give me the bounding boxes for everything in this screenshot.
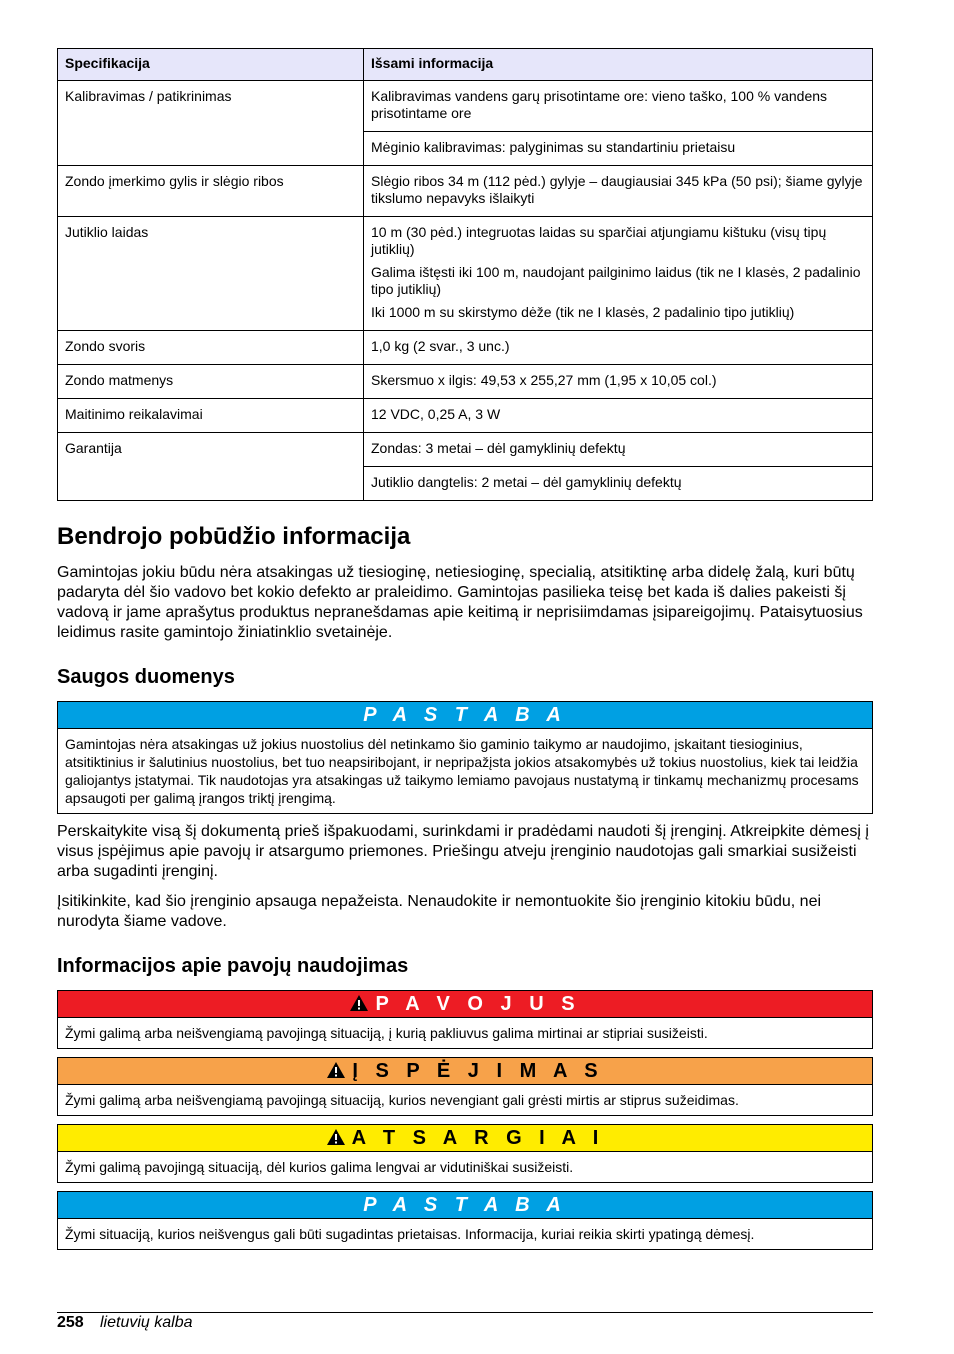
header-details: Išsami informacija — [364, 49, 873, 81]
danger-header — [58, 991, 872, 1018]
danger-label: P A V O J U S — [375, 993, 581, 1015]
spec-label: Jutiklio laidas — [58, 217, 364, 331]
warning-box — [57, 1057, 873, 1116]
spec-detail: Jutiklio dangtelis: 2 metai – dėl gamyklinių defektų — [364, 467, 873, 501]
safety-paragraph-2: Įsitikinkite, kad šio įrenginio apsauga nepažeista. Nenaudokite ir nemontuokite šio įrenginio kitokiu būdu, nei nurodyta šiame vadove. — [57, 893, 822, 930]
notice-label-2: P A S T A B A — [363, 1194, 567, 1216]
notice-header-2 — [58, 1192, 872, 1219]
spec-label: Maitinimo reikalavimai — [58, 399, 364, 433]
notice-box — [57, 701, 873, 814]
notice-label: P A S T A B A — [363, 704, 567, 726]
page-content — [57, 48, 873, 1250]
header-specifikacija: Specifikacija — [58, 49, 364, 81]
spec-detail: Skersmuo x ilgis: 49,53 x 255,27 mm (1,95 x 10,05 col.) — [364, 365, 873, 399]
spec-detail-line: 10 m (30 pėd.) integruotas laidas su sparčiai atjungiamu kištuku (visų tipų jutiklių) — [371, 224, 827, 257]
safety-paragraph-1: Perskaitykite visą šį dokumentą prieš išpakuodami, surinkdami ir pradėdami naudoti šį įrenginį. Atkreipkite dėmesį į visus įspėjimus apie pavojų ir atsargumo priemones. Priešingu atveju įrenginio naudotojas gali smarkiai susižeisti arba sugadinti įrenginį. — [57, 823, 869, 880]
danger-box — [57, 990, 873, 1049]
spec-label: Kalibravimas / patikrinimas — [58, 81, 364, 166]
spec-label: Zondo įmerkimo gylis ir slėgio ribos — [58, 166, 364, 217]
caution-header — [58, 1125, 872, 1152]
notice-box-2 — [57, 1191, 873, 1250]
spec-detail: Zondas: 3 metai – dėl gamyklinių defektų — [364, 433, 873, 467]
section-title-general: Bendrojo pobūdžio informacija — [57, 523, 411, 550]
spec-detail: 12 VDC, 0,25 A, 3 W — [364, 399, 873, 433]
page-number: 258 — [57, 1314, 84, 1331]
table-row — [58, 399, 873, 433]
table-row — [58, 331, 873, 365]
footer-language: lietuvių kalba — [100, 1314, 193, 1331]
spec-detail-line: Galima ištęsti iki 100 m, naudojant pailginimo laidus (tik ne I klasės, 2 padalinio tipo jutiklių) — [371, 264, 861, 297]
caution-label: A T S A R G I A I — [351, 1127, 605, 1149]
caution-text: Žymi galimą pavojingą situaciją, dėl kurios galima lengvai ar vidutiniškai susižeisti. — [65, 1159, 574, 1175]
spec-table — [57, 48, 873, 501]
spec-detail-line: Iki 1000 m su skirstymo dėže (tik ne I klasės, 2 padalinio tipo jutiklių) — [371, 304, 795, 320]
warning-triangle-icon — [349, 993, 369, 1019]
notice-text-2: Žymi situaciją, kurios neišvengus gali būti sugadintas prietaisas. Informacija, kuriai reikia skirti ypatingą dėmesį. — [65, 1226, 755, 1242]
warning-label: Į S P Ė J I M A S — [352, 1060, 604, 1082]
danger-text: Žymi galimą arba neišvengiamą pavojingą situaciją, į kurią pakliuvus galima mirtinai ar stipriai susižeisti. — [65, 1025, 708, 1041]
warning-header — [58, 1058, 872, 1085]
spec-detail: 1,0 kg (2 svar., 3 unc.) — [364, 331, 873, 365]
table-row — [58, 433, 873, 467]
general-paragraph: Gamintojas jokiu būdu nėra atsakingas už tiesioginę, netiesioginę, specialią, atsitiktinę arba didelę žalą, kuri būtų padaryta dėl šio vadovo bet kokio defekto ar praleidimo. Gamintojas pasilieka teisę bet kada iš dalies pakeisti šį vadovą ir jame aprašytus produktus nepranešdamas apie keitimą ir neprisiimdamas įsipareigojimų. Pataisytuosius leidimus rasite gamintojo žiniatinklio svetainėje. — [57, 564, 863, 641]
table-row — [58, 81, 873, 132]
table-row — [58, 217, 873, 331]
spec-detail: Slėgio ribos 34 m (112 pėd.) gylyje – daugiausiai 345 kPa (50 psi); šiame gylyje tikslumo nepavyks išlaikyti — [364, 166, 873, 217]
caution-box — [57, 1124, 873, 1183]
spec-label: Zondo matmenys — [58, 365, 364, 399]
spec-detail-multi — [364, 217, 873, 331]
notice-text: Gamintojas nėra atsakingas už jokius nuostolius dėl netinkamo šio gaminio taikymo ar naudojimo, įskaitant tiesioginius, atsitiktinius ir šalutinius nuostolius, bet tuo neapsiribojant, ir nepripažįsta jokios atsakomybės už tokius nuostolius, kiek tai leidžia galiojantys įstatymai. Tik naudotojas yra atsakingas už taikymo lemiamo pavojaus nustatymą ir tinkamų mechanizmų procesams apsaugoti per galimą įrangos triktį įrengimą. — [65, 736, 859, 806]
spec-detail: Kalibravimas vandens garų prisotintame ore: vieno taško, 100 % vandens prisotintame ore — [364, 81, 873, 132]
section-title-hazard-info: Informacijos apie pavojų naudojimas — [57, 955, 409, 977]
spec-label: Zondo svoris — [58, 331, 364, 365]
spec-label: Garantija — [58, 433, 364, 501]
spec-detail: Mėginio kalibravimas: palyginimas su standartiniu prietaisu — [364, 132, 873, 166]
warning-triangle-icon — [326, 1060, 346, 1086]
warning-text: Žymi galimą arba neišvengiamą pavojingą situaciją, kurios nevengiant gali grėsti mirtis ar stiprus sužeidimas. — [65, 1092, 739, 1108]
page-footer — [57, 1312, 873, 1331]
section-title-safety: Saugos duomenys — [57, 666, 235, 688]
table-row — [58, 166, 873, 217]
spec-table-header — [58, 49, 873, 81]
warning-triangle-icon — [326, 1127, 346, 1153]
notice-header — [58, 702, 872, 729]
table-row — [58, 365, 873, 399]
